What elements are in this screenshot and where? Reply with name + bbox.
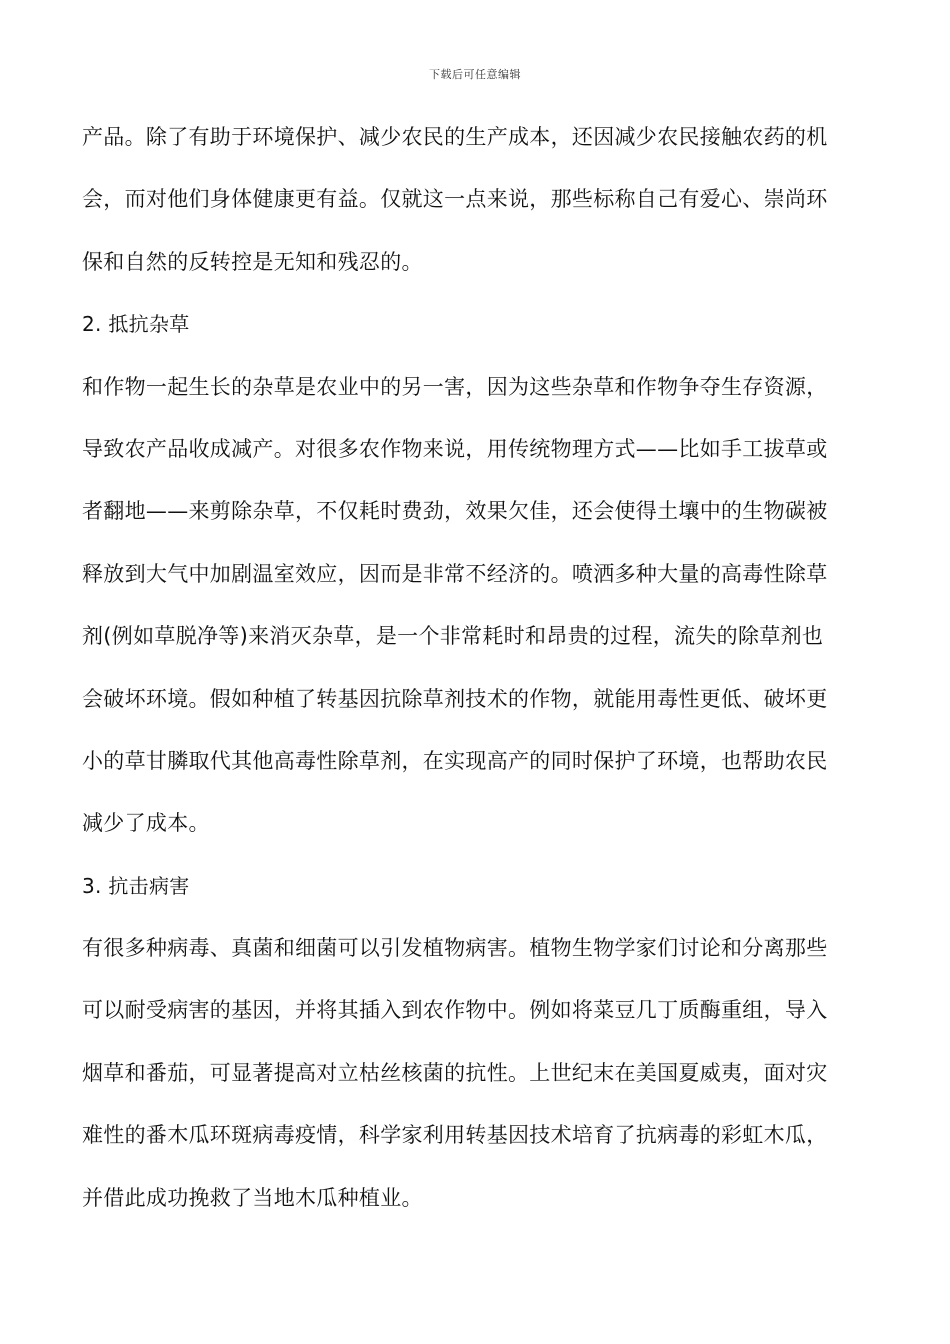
paragraph-line: 烟草和番茄，可显著提高对立枯丝核菌的抗性。上世纪末在美国夏威夷，面对灾 [82,1060,828,1085]
paragraph-line: 释放到大气中加剧温室效应，因而是非常不经济的。喷洒多种大量的高毒性除草 [82,561,828,586]
paragraph-line: 并借此成功挽救了当地木瓜种植业。 [82,1185,423,1210]
paragraph-line: 保和自然的反转控是无知和残忍的。 [82,249,423,274]
paragraph-line: 有很多种病毒、真菌和细菌可以引发植物病害。植物生物学家们讨论和分离那些 [82,936,828,961]
paragraph-line: 导致农产品收成减产。对很多农作物来说，用传统物理方式——比如手工拔草或 [82,436,828,461]
body-text [82,110,868,1233]
paragraph-line: 小的草甘膦取代其他高毒性除草剂，在实现高产的同时保护了环境，也帮助农民 [82,748,828,773]
header-note: 下载后可任意编辑 [429,68,521,81]
paragraph-line: 者翻地——来剪除杂草，不仅耗时费劲，效果欠佳，还会使得土壤中的生物碳被 [82,499,828,524]
paragraph-line: 和作物一起生长的杂草是农业中的另一害，因为这些杂草和作物争夺生存资源， [82,374,828,399]
paragraph-line: 会破坏环境。假如种植了转基因抗除草剂技术的作物，就能用毒性更低、破坏更 [82,686,828,711]
paragraph-line: 减少了成本。 [82,811,210,836]
paragraph-line: 难性的番木瓜环斑病毒疫情，科学家利用转基因技术培育了抗病毒的彩虹木瓜， [82,1123,828,1148]
section-heading-weed-resistance: 2. 抵抗杂草 [82,312,190,337]
paragraph-line: 剂(例如草脱净等)来消灭杂草，是一个非常耗时和昂贵的过程，流失的除草剂也 [82,624,824,649]
section-heading-disease-resistance: 3. 抗击病害 [82,873,190,898]
paragraph-line: 产品。除了有助于环境保护、减少农民的生产成本，还因减少农民接触农药的机 [82,125,828,149]
paragraph-line: 可以耐受病害的基因，并将其插入到农作物中。例如将菜豆几丁质酶重组，导入 [82,998,828,1023]
paragraph-line: 会，而对他们身体健康更有益。仅就这一点来说，那些标称自己有爱心、崇尚环 [82,187,828,212]
